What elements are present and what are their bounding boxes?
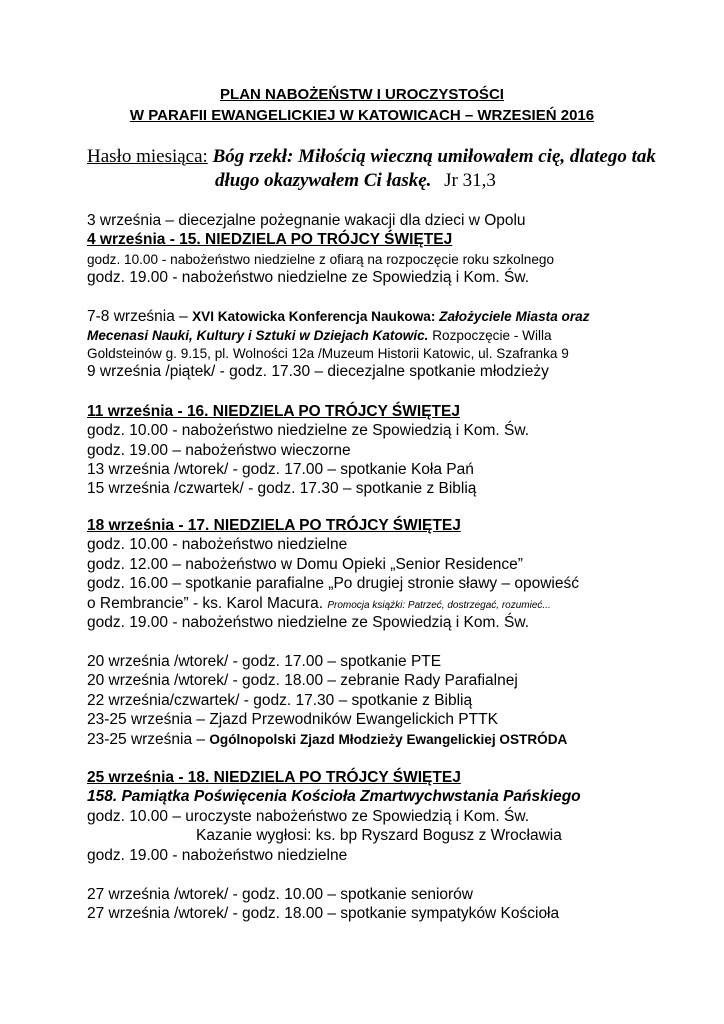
sunday-heading: 25 września - 18. NIEDZIELA PO TRÓJCY ŚWIĘTEJ [87,769,461,786]
motto-label: Hasło miesiąca: [87,146,208,167]
event-line: godz. 19.00 - nabożeństwo niedzielne ze Spowiedzią i Kom. Św. [87,614,530,631]
motto-line-2 [215,170,496,192]
event-line: 13 września /wtorek/ - godz. 17.00 – spotkanie Koła Pań [87,461,474,478]
youth-meeting-name: Ogólnopolski Zjazd Młodzieży Ewangelickiej OSTRÓDA [209,732,568,747]
event-line: godz. 19.00 – nabożeństwo wieczorne [87,442,351,459]
conference-start: Rozpoczęcie - Willa [428,328,552,343]
document-title-line-1: PLAN NABOŻEŃSTW I UROCZYSTOŚCI [220,86,504,103]
conference-name: XVI Katowicka Konferencja Naukowa: [192,309,440,324]
church-anniversary: 158. Pamiątka Poświęcenia Kościoła Zmartwychwstania Pańskiego [87,788,581,805]
event-date: 23-25 września – [87,731,210,748]
sunday-heading: 4 września - 15. NIEDZIELA PO TRÓJCY ŚWIĘTEJ [87,231,453,248]
event-line: 22 września/czwartek/ - godz. 17.30 – spotkanie z Biblią [87,692,473,709]
conference-line-2 [87,326,552,346]
event-line: 20 września /wtorek/ - godz. 18.00 – zebranie Rady Parafialnej [87,672,518,689]
sermon-note: Kazanie wygłosi: ks. bp Ryszard Bogusz z Wrocławia [196,827,562,844]
event-line: godz. 12.00 – nabożeństwo w Domu Opieki „Senior Residence” [87,556,523,573]
event-line: 15 września /czwartek/ - godz. 17.30 – spotkanie z Biblią [87,480,477,497]
event-line: 27 września /wtorek/ - godz. 10.00 – spotkanie seniorów [87,886,473,903]
motto-line-1 [87,146,656,168]
event-speaker: o Rembrancie” - ks. Karol Macura. [87,595,328,612]
event-line: 27 września /wtorek/ - godz. 18.00 – spotkanie sympatyków Kościoła [87,905,560,922]
motto-quote-part-2: długo okazywałem Ci łaskę. [215,170,432,191]
event-line: godz. 16.00 – spotkanie parafialne „Po drugiej stronie sławy – opowieść [87,575,579,592]
motto-quote-part-1: Bóg rzekł: Miłością wieczną umiłowałem cię, dlatego tak [212,146,656,167]
event-line [87,730,567,750]
event-line: godz. 10.00 - nabożeństwo niedzielne [87,536,348,553]
event-line: 20 września /wtorek/ - godz. 17.00 – spotkanie PTE [87,653,442,670]
book-promo-note: Promocja książki: Patrzeć, dostrzegać, rozumieć... [327,600,551,611]
conference-line-1 [87,307,590,327]
conference-line-3: Goldsteinów g. 9.15, pl. Wolności 12a /Muzeum Historii Katowic, ul. Szafranka 9 [87,346,569,361]
conference-topic-part-2: Mecenasi Nauki, Kultury i Sztuki w Dziejach Katowic. [87,328,429,343]
event-line: 23-25 września – Zjazd Przewodników Ewangelickich PTTK [87,711,498,728]
sunday-heading: 18 września - 17. NIEDZIELA PO TRÓJCY ŚWIĘTEJ [87,517,461,534]
event-line: godz. 19.00 - nabożeństwo niedzielne [87,847,348,864]
sunday-heading: 11 września - 16. NIEDZIELA PO TRÓJCY ŚWIĘTEJ [87,403,460,420]
event-line: 3 września – diecezjalne pożegnanie wakacji dla dzieci w Opolu [87,212,526,229]
event-line: godz. 10.00 - nabożeństwo niedzielne ze Spowiedzią i Kom. Św. [87,422,530,439]
motto-reference: Jr 31,3 [444,170,496,191]
event-line: godz. 19.00 - nabożeństwo niedzielne ze Spowiedzią i Kom. Św. [87,269,530,286]
event-line: 9 września /piątek/ - godz. 17.30 – diecezjalne spotkanie młodzieży [87,363,549,380]
document-title-line-2: W PARAFII EWANGELICKIEJ W KATOWICACH – WRZESIEŃ 2016 [129,107,595,124]
conference-date: 7-8 września – [87,308,193,325]
event-line: godz. 10.00 – uroczyste nabożeństwo ze Spowiedzią i Kom. Św. [87,808,529,825]
conference-topic-part-1: Założyciele Miasta oraz [439,309,590,324]
event-line: godz. 10.00 - nabożeństwo niedzielne z ofiarą na rozpoczęcie roku szkolnego [87,252,555,267]
